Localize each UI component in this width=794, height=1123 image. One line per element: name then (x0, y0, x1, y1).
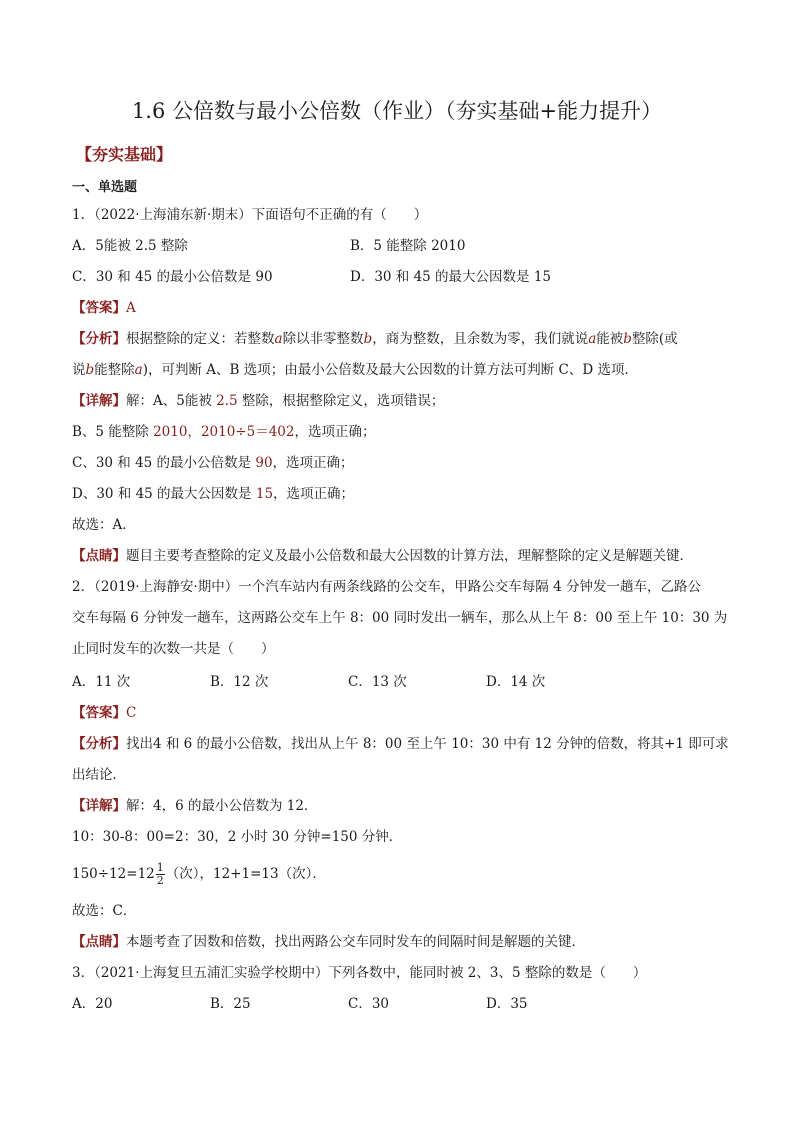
comment-tag: 【点睛】 (72, 934, 126, 950)
var-a: a (134, 362, 143, 378)
q3-option-a: A．20 (72, 996, 113, 1012)
q3-option-d: D．35 (486, 996, 528, 1012)
q2-option-a: A．11 次 (72, 674, 131, 690)
detail-tag: 【详解】 (72, 798, 126, 814)
fraction-one-half (156, 862, 165, 887)
q2-stem-line-1: 2．（2019·上海静安·期中）一个汽车站内有两条线路的公交车，甲路公交车每隔 4 分钟发一趟车，乙路公 (72, 579, 701, 595)
q2-comment (72, 932, 585, 952)
fraction-denominator: 2 (156, 874, 164, 887)
var-a: a (588, 331, 597, 347)
detail-text: C、30 和 45 的最小公倍数是 (72, 455, 256, 471)
analysis-tag: 【分析】 (72, 736, 126, 752)
q1-stem: 1．（2022·上海浦东新·期末）下面语句不正确的有（ ） (72, 207, 428, 223)
detail-text: 整除，根据整除定义，选项错误； (237, 393, 445, 409)
comment-text: 本题考查了因数和倍数，找出两路公交车同时发车的间隔时间是解题的关键． (126, 934, 585, 950)
detail-text: B、5 能整除 (72, 424, 154, 440)
fraction-numerator: 1 (156, 861, 164, 874)
q2-option-b: B．12 次 (210, 674, 269, 690)
q1-detail-line-3 (72, 453, 354, 473)
analysis-text: 找出4 和 6 的最小公倍数，找出从上午 8：00 至上午 10：30 中有 12 分钟的倍数，将其+1 即可求 (126, 736, 729, 752)
q1-analysis-line-2 (72, 360, 638, 380)
detail-text: ，选项正确； (273, 486, 355, 502)
q2-answer (72, 703, 136, 723)
q2-option-c: C．13 次 (348, 674, 407, 690)
detail-highlight: 2010，2010÷5＝402 (153, 424, 295, 440)
section-heading: 【夯实基础】 (76, 145, 173, 164)
analysis-text: )，可判断 A、B 选项；由最小公倍数及最大公因数的计算方法可判断 C、D 选项． (142, 362, 638, 378)
detail-text: ，选项正确； (294, 424, 376, 440)
q1-option-c: C．30 和 45 的最小公倍数是 90 (72, 269, 273, 285)
q2-option-d: D．14 次 (486, 674, 546, 690)
analysis-text: 根据整除的定义：若整数 (126, 331, 275, 347)
answer-tag: 【答案】 (72, 300, 126, 316)
q1-option-b: B．5 能整除 2010 (350, 238, 466, 254)
detail-text: 解：4，6 的最小公倍数为 12． (126, 798, 318, 814)
detail-text: （次），12+1=13（次）． (165, 866, 326, 882)
analysis-text: 能整除 (94, 362, 135, 378)
q2-choose: 故选：C． (72, 903, 137, 919)
answer-value: A (126, 300, 136, 316)
answer-tag: 【答案】 (72, 705, 126, 721)
q2-analysis-line-2: 出结论． (72, 767, 126, 783)
q2-detail-line-3 (72, 862, 326, 887)
detail-text: ，选项正确； (272, 455, 354, 471)
detail-text: 150÷12=12 (72, 866, 155, 882)
comment-tag: 【点睛】 (72, 548, 126, 564)
q1-analysis-line-1 (72, 329, 678, 349)
comment-text: 题目主要考查整除的定义及最小公倍数和最大公因数的计算方法，理解整除的定义是解题关键． (126, 548, 693, 564)
analysis-tag: 【分析】 (72, 331, 126, 347)
detail-highlight: 2.5 (216, 393, 238, 409)
detail-highlight: 15 (255, 486, 274, 502)
analysis-text: 除以非零整数 (282, 331, 364, 347)
analysis-text: 整除(或 (631, 331, 678, 347)
subsection-heading: 一、单选题 (72, 180, 138, 195)
analysis-text: 能被 (596, 331, 624, 347)
var-a: a (274, 331, 283, 347)
detail-text: 解：A、5能被 (126, 393, 217, 409)
q2-stem-line-2: 交车每隔 6 分钟发一趟车，这两路公交车上午 8：00 同时发出一辆车，那么从上午 8：00 至上午 10：30 为 (72, 610, 728, 626)
q1-option-a: A．5能被 2.5 整除 (72, 238, 188, 254)
q1-choose: 故选：A． (72, 517, 136, 533)
q3-option-c: C．30 (348, 996, 390, 1012)
q1-detail-line-1 (72, 391, 444, 411)
detail-highlight: 90 (255, 455, 273, 471)
q3-stem: 3．（2021·上海复旦五浦汇实验学校期中）下列各数中，能同时被 2、3、5 整除的数是（ ） (72, 965, 647, 981)
var-b: b (363, 331, 373, 347)
detail-text: D、30 和 45 的最大公因数是 (72, 486, 256, 502)
q1-detail-line-4 (72, 484, 354, 504)
q3-option-b: B．25 (210, 996, 251, 1012)
var-b: b (85, 362, 95, 378)
q2-stem-line-3: 止同时发车的次数一共是（ ） (72, 641, 275, 657)
answer-value: C (126, 705, 137, 721)
var-b: b (623, 331, 632, 347)
q2-detail-line-1 (72, 796, 317, 816)
analysis-text: ，商为整数，且余数为零，我们就说 (372, 331, 589, 347)
q1-detail-line-2 (72, 422, 375, 442)
q1-comment (72, 546, 693, 566)
q1-option-d: D．30 和 45 的最大公因数是 15 (350, 269, 552, 285)
page-title: 1.6 公倍数与最小公倍数（作业）（夯实基础+能力提升） (131, 99, 663, 123)
analysis-text: 说 (72, 362, 86, 378)
detail-tag: 【详解】 (72, 393, 126, 409)
q1-answer (72, 298, 136, 318)
q2-analysis-line-1 (72, 734, 729, 754)
q2-detail-line-2: 10：30-8：00=2：30，2 小时 30 分钟=150 分钟． (72, 829, 403, 845)
